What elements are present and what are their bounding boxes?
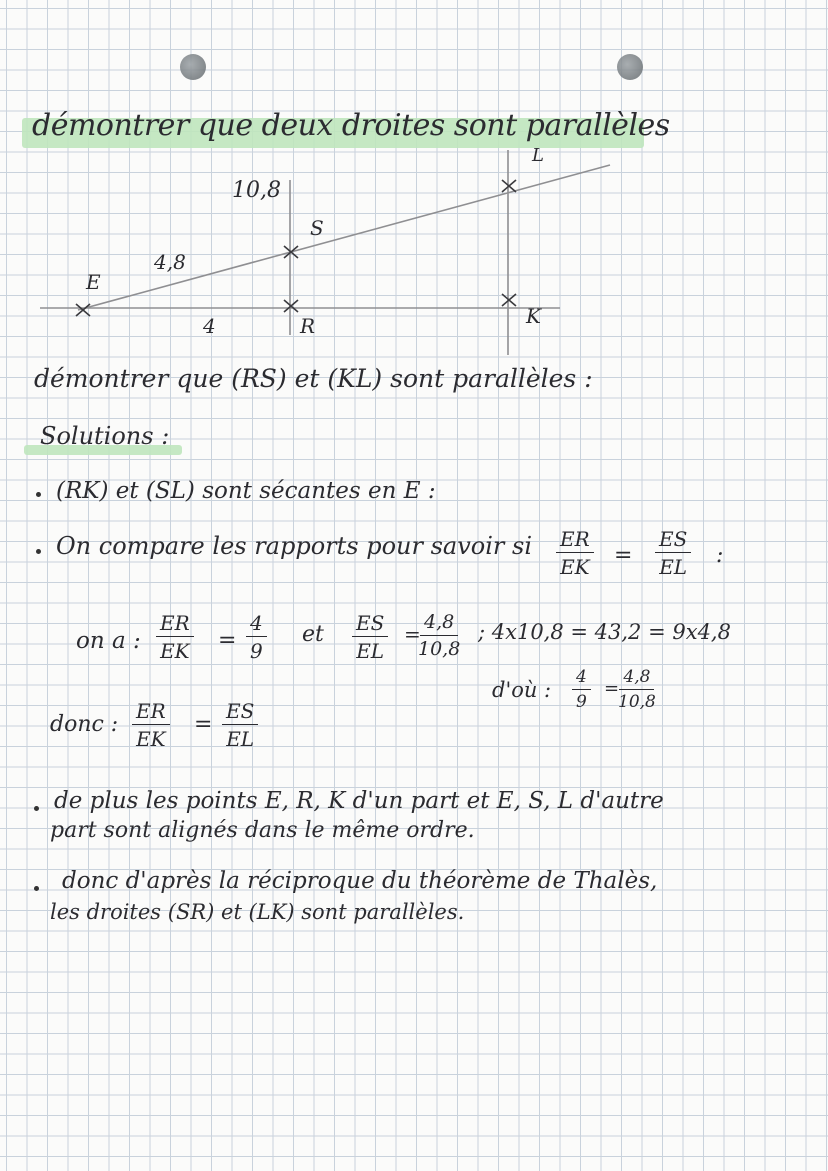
bullet-1 — [36, 492, 41, 497]
conclusion-line-2: les droites (SR) et (LK) sont parallèles. — [50, 900, 465, 924]
conclusion-line-1: donc d'après la réciproque du théorème de Thalès, — [62, 868, 658, 894]
on-a-label: on a : — [76, 628, 141, 654]
label-L: L — [532, 145, 544, 166]
line-secantes: (RK) et (SL) sont sécantes en E : — [56, 478, 436, 504]
solutions-label: Solutions : — [40, 422, 170, 450]
fraction-4-9-b: $\frac{4}{9}$ — [572, 668, 591, 711]
colon: : — [716, 543, 724, 568]
equals-2: = — [404, 622, 421, 646]
point-S-mark — [284, 246, 298, 258]
length-EL: 10,8 — [232, 178, 281, 203]
alignment-line-1: de plus les points E, R, K d'un part et E, S, L d'autre — [54, 788, 664, 814]
page-title: démontrer que deux droites sont parallèles — [32, 108, 670, 143]
donc-label: donc : — [50, 712, 119, 737]
alignment-line-2: part sont alignés dans le même ordre. — [50, 818, 475, 843]
line-EL — [78, 165, 610, 310]
equals-1: = — [218, 628, 237, 653]
point-R-mark — [284, 300, 298, 312]
fraction-48-108-b: $\frac{4,8}{10,8}$ — [618, 667, 656, 712]
et-word: et — [302, 622, 324, 647]
label-R: R — [300, 314, 316, 338]
fraction-ER-EK: $\frac{ER}{EK}$ — [556, 528, 594, 578]
equals-3: = — [604, 678, 620, 699]
fraction-4-9: $\frac{4}{9}$ — [246, 612, 267, 662]
bullet-2 — [36, 549, 41, 554]
label-K: K — [526, 304, 541, 328]
dou-label: d'où : — [492, 678, 552, 702]
point-L-mark — [502, 180, 516, 192]
equals-sign: = — [614, 543, 633, 568]
point-K-mark — [502, 294, 516, 306]
fraction-ES-EL-3: $\frac{ES}{EL}$ — [222, 700, 258, 750]
equals-4: = — [194, 712, 213, 737]
fraction-ES-EL: $\frac{ES}{EL}$ — [655, 528, 691, 578]
product-equality: ; 4x10,8 = 43,2 = 9x4,8 — [478, 620, 731, 644]
bullet-4 — [34, 886, 39, 891]
label-E: E — [86, 270, 101, 294]
fraction-48-108: $\frac{4,8}{10,8}$ — [418, 611, 461, 660]
length-ER: 4 — [203, 314, 216, 338]
fraction-ES-EL-2: $\frac{ES}{EL}$ — [352, 612, 388, 662]
length-ES: 4,8 — [154, 250, 186, 274]
bullet-3 — [34, 806, 39, 811]
line-compare: On compare les rapports pour savoir si — [56, 532, 533, 560]
fraction-ER-EK-2: $\frac{ER}{EK}$ — [156, 612, 194, 662]
task-statement: démontrer que (RS) et (KL) sont parallèles : — [34, 364, 593, 393]
fraction-ER-EK-3: $\frac{ER}{EK}$ — [132, 700, 170, 750]
label-S: S — [310, 216, 324, 240]
